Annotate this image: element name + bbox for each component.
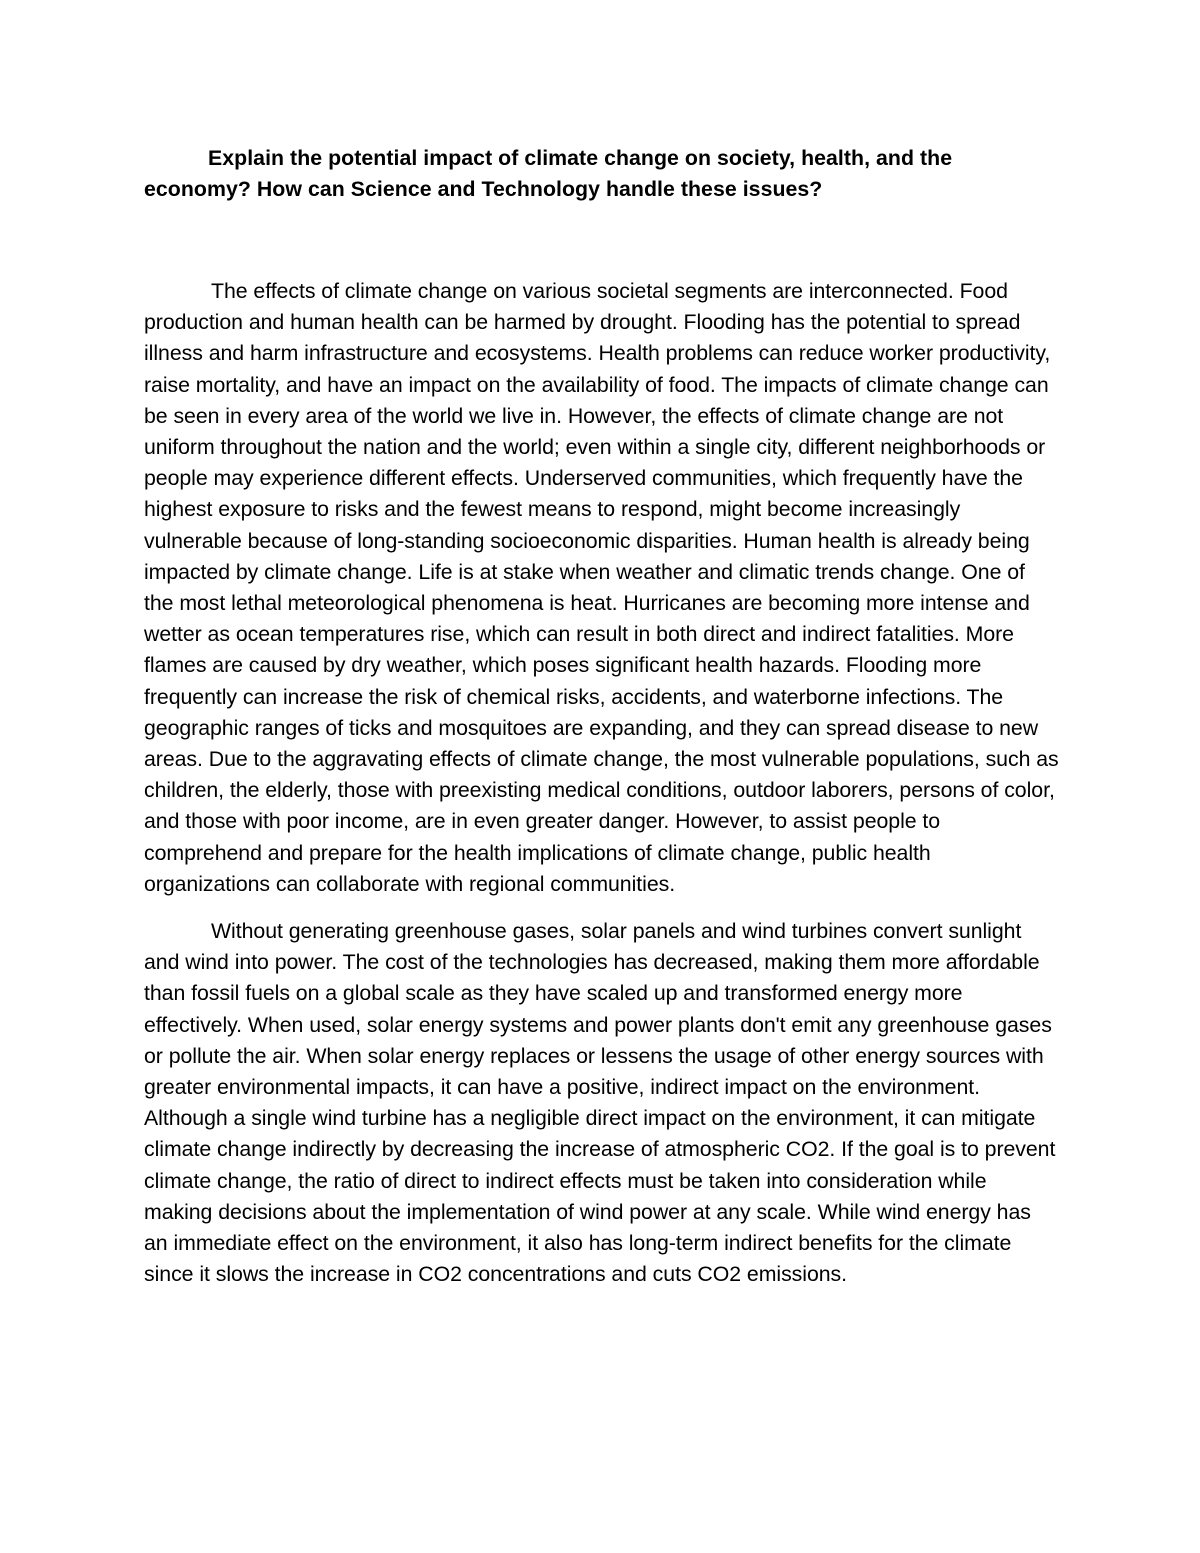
document-body	[144, 143, 1060, 1291]
paragraph-impacts: The effects of climate change on various societal segments are interconnected. Food production and human health can be harmed by drought. Flooding has the potential to spread illness and harm infrastructure and ecosystems. Health problems can reduce worker productivity, raise mortality, and have an impact on the availability of food. The impacts of climate change can be seen in every area of the world we live in. However, the effects of climate change are not uniform throughout the nation and the world; even within a single city, different neighborhoods or people may experience different effects. Underserved communities, which frequently have the highest exposure to risks and the fewest means to respond, might become increasingly vulnerable because of long-standing socioeconomic disparities. Human health is already being impacted by climate change. Life is at stake when weather and climatic trends change. One of the most lethal meteorological phenomena is heat. Hurricanes are becoming more intense and wetter as ocean temperatures rise, which can result in both direct and indirect fatalities. More flames are caused by dry weather, which poses significant health hazards. Flooding more frequently can increase the risk of chemical risks, accidents, and waterborne infections. The geographic ranges of ticks and mosquitoes are expanding, and they can spread disease to new areas. Due to the aggravating effects of climate change, the most vulnerable populations, such as children, the elderly, those with preexisting medical conditions, outdoor laborers, persons of color, and those with poor income, are in even greater danger. However, to assist people to comprehend and prepare for the health implications of climate change, public health organizations can collaborate with regional communities.	[144, 279, 1059, 896]
document-heading: Explain the potential impact of climate change on society, health, and the economy? How can Science and Technology handle these issues?	[144, 146, 953, 201]
paragraph-technology: Without generating greenhouse gases, solar panels and wind turbines convert sunlight and wind into power. The cost of the technologies has decreased, making them more affordable than fossil fuels on a global scale as they have scaled up and transformed energy more effectively. When used, solar energy systems and power plants don't emit any greenhouse gases or pollute the air. When solar energy replaces or lessens the usage of other energy sources with greater environmental impacts, it can have a positive, indirect impact on the environment. Although a single wind turbine has a negligible direct impact on the environment, it can mitigate climate change indirectly by decreasing the increase of atmospheric CO2. If the goal is to prevent climate change, the ratio of direct to indirect effects must be taken into consideration while making decisions about the implementation of wind power at any scale. While wind energy has an immediate effect on the environment, it also has long-term indirect benefits for the climate since it slows the increase in CO2 concentrations and cuts CO2 emissions.	[144, 919, 1056, 1287]
